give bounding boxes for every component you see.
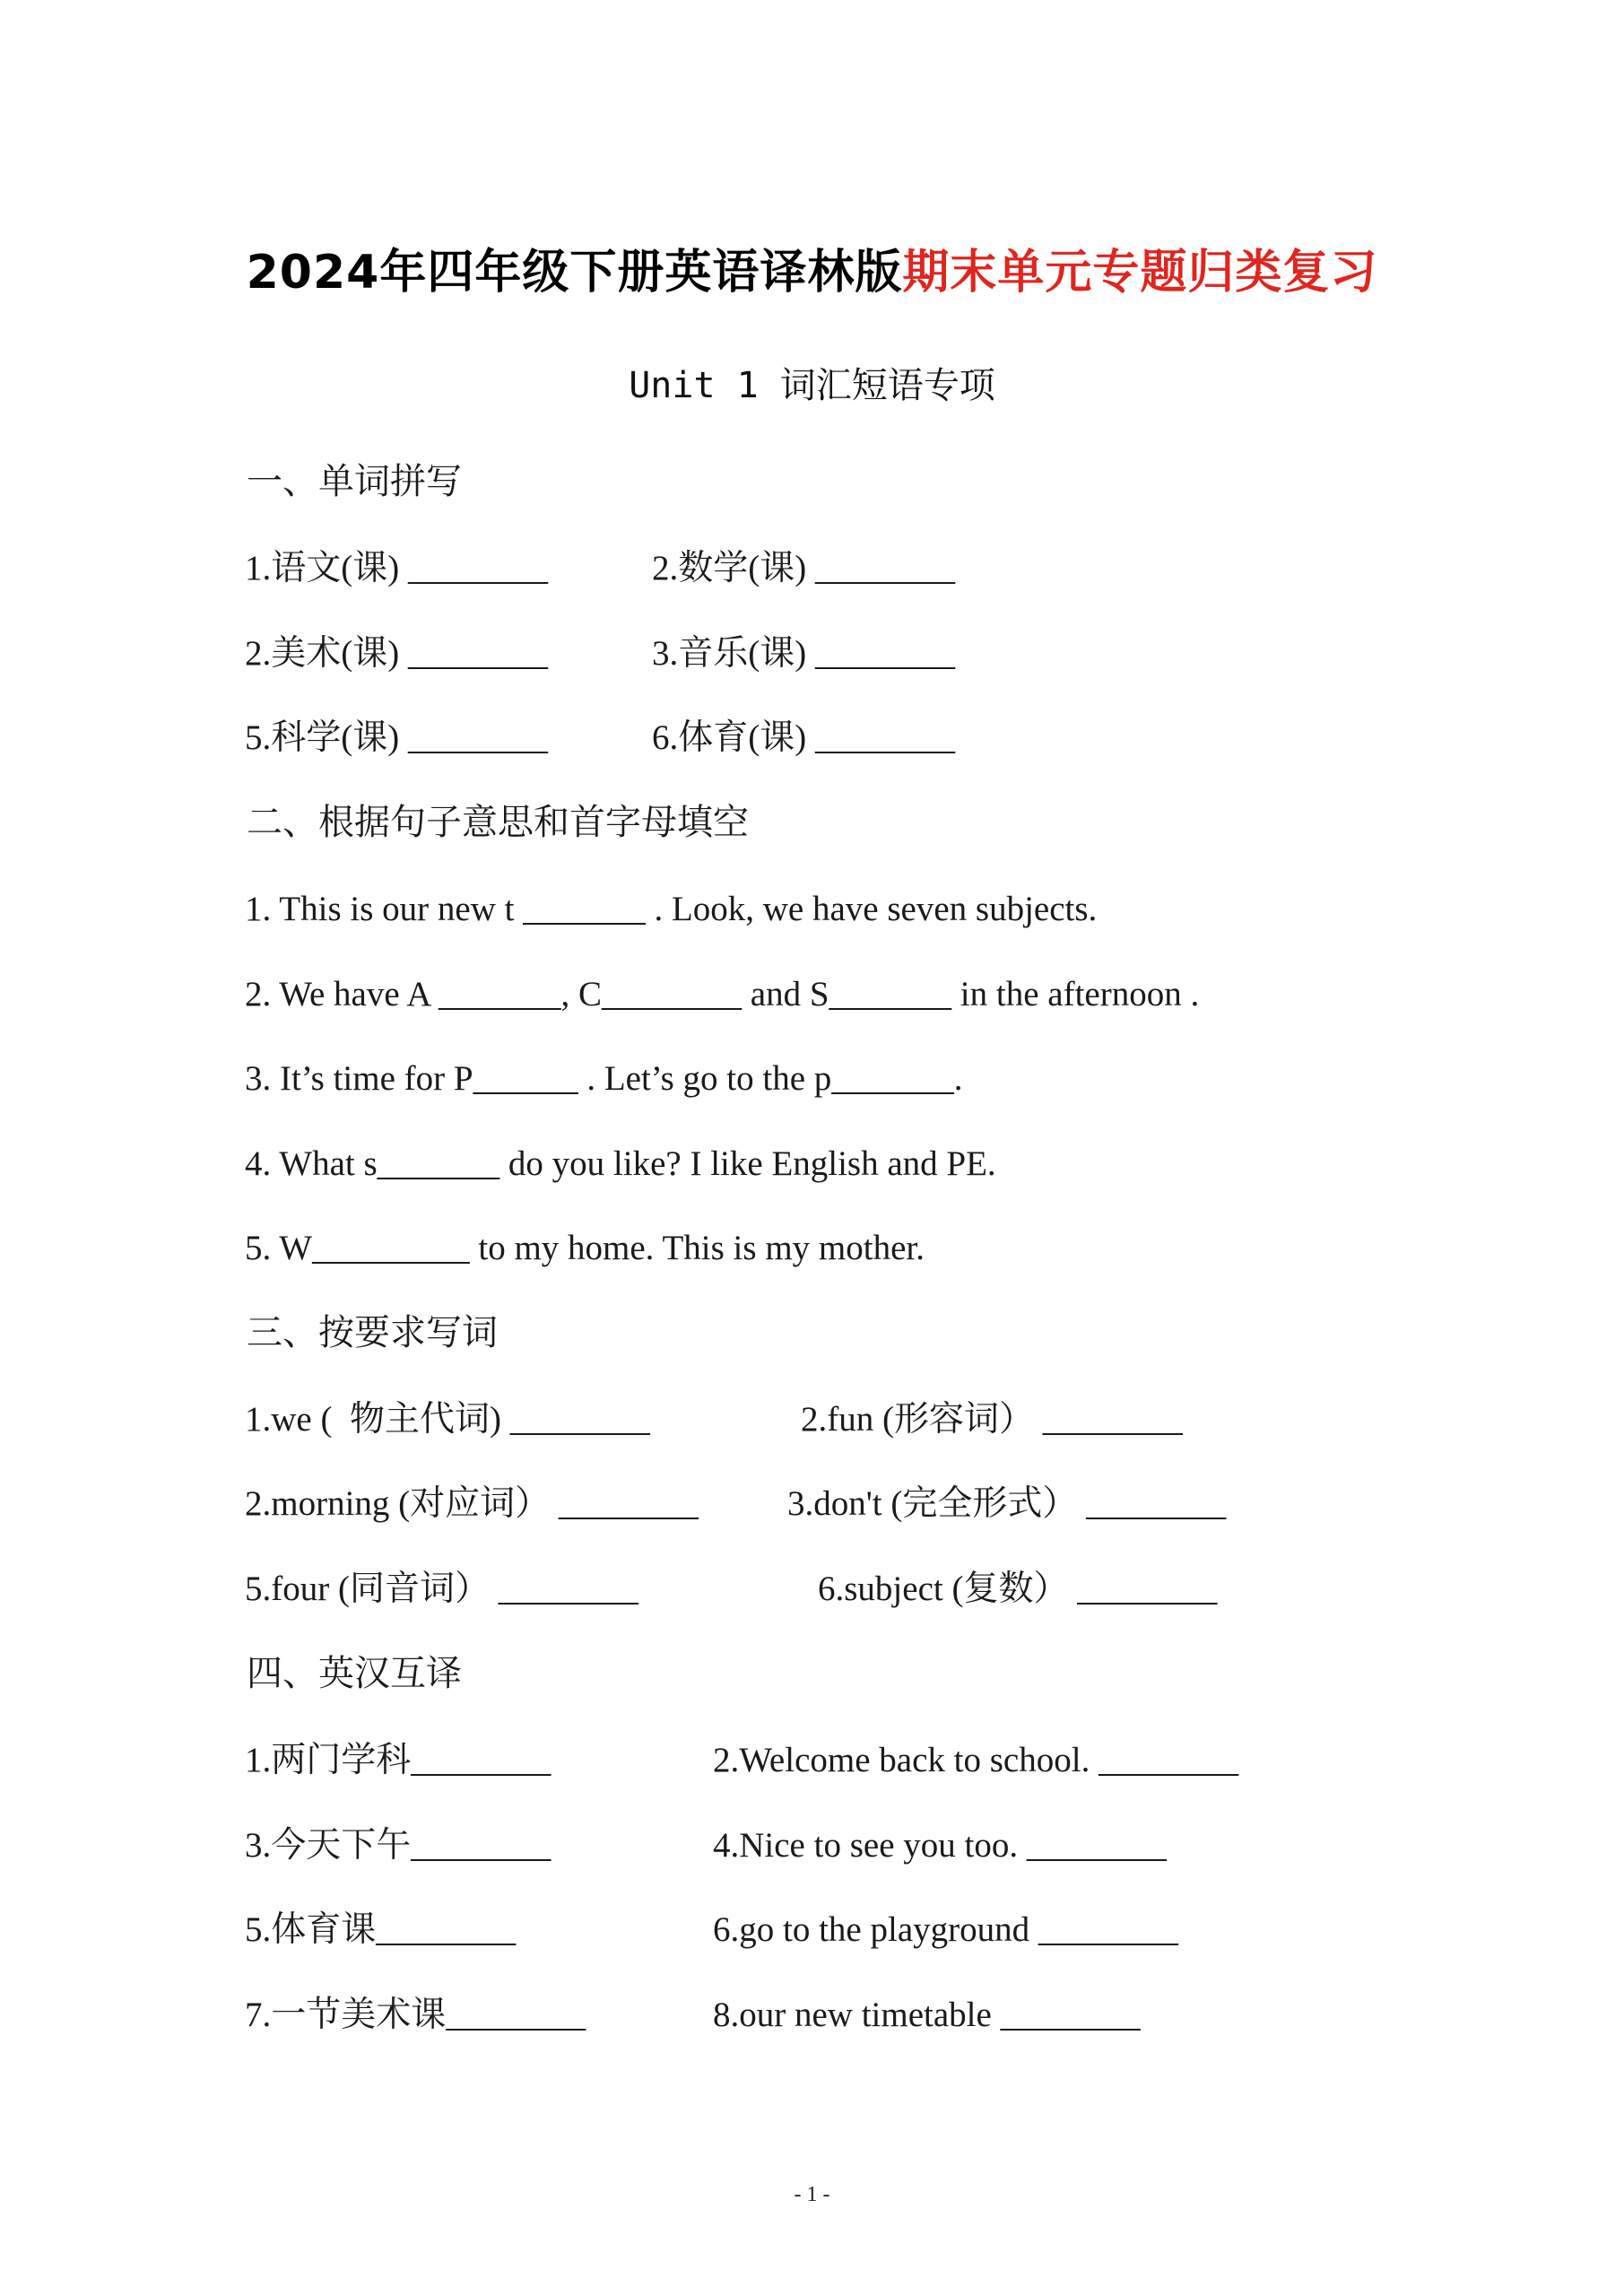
question-item: 2.morning (对应词） ________ — [245, 1484, 699, 1523]
question-item: 2.数学(课) ________ — [652, 549, 955, 587]
question-item: 3. It’s time for P______ . Let’s go to the p_______. — [245, 1059, 963, 1098]
unit-subtitle: Unit 1 词汇短语专项 — [629, 365, 995, 406]
question-item: 1.we ( 物主代词) ________ — [245, 1400, 650, 1439]
question-item: 5. W_________ to my home. This is my mother. — [245, 1229, 925, 1267]
section-heading-4: 四、英汉互译 — [247, 1653, 462, 1693]
question-item: 2.美术(课) ________ — [245, 634, 548, 673]
question-item: 3.今天下午________ — [245, 1826, 551, 1865]
question-item: 8.our new timetable ________ — [713, 1996, 1141, 2034]
title-black: 2024年四年级下册英语译林版 — [246, 246, 903, 300]
question-item: 5.four (同音词） ________ — [245, 1570, 638, 1608]
title-red: 期末单元专题归类复习 — [902, 246, 1378, 300]
question-item: 2. We have A _______, C________ and S_______ in the afternoon . — [245, 975, 1200, 1013]
question-item: 6.go to the playground ________ — [713, 1910, 1178, 1949]
question-item: 4.Nice to see you too. ________ — [713, 1826, 1167, 1865]
section-heading-3: 三、按要求写词 — [247, 1312, 498, 1352]
question-item: 3.don't (完全形式） ________ — [787, 1484, 1227, 1523]
question-item: 2.fun (形容词） ________ — [801, 1400, 1183, 1439]
question-item: 4. What s_______ do you like? I like English and PE. — [245, 1144, 996, 1183]
question-item: 1.两门学科________ — [245, 1741, 551, 1779]
question-item: 1.语文(课) ________ — [245, 549, 548, 587]
section-heading-2: 二、根据句子意思和首字母填空 — [247, 802, 749, 842]
question-item: 7.一节美术课________ — [245, 1996, 586, 2034]
question-item: 3.音乐(课) ________ — [652, 634, 955, 673]
question-item: 5.体育课________ — [245, 1910, 517, 1949]
question-item: 2.Welcome back to school. ________ — [713, 1741, 1239, 1779]
page-number: - 1 - — [794, 2183, 830, 2206]
page-title — [0, 246, 1624, 300]
section-heading-1: 一、单词拼写 — [247, 461, 462, 501]
question-item: 5.科学(课) ________ — [245, 718, 548, 757]
question-item: 6.subject (复数） ________ — [818, 1570, 1218, 1608]
question-item: 1. This is our new t _______ . Look, we have seven subjects. — [245, 890, 1098, 928]
question-item: 6.体育(课) ________ — [652, 718, 955, 757]
